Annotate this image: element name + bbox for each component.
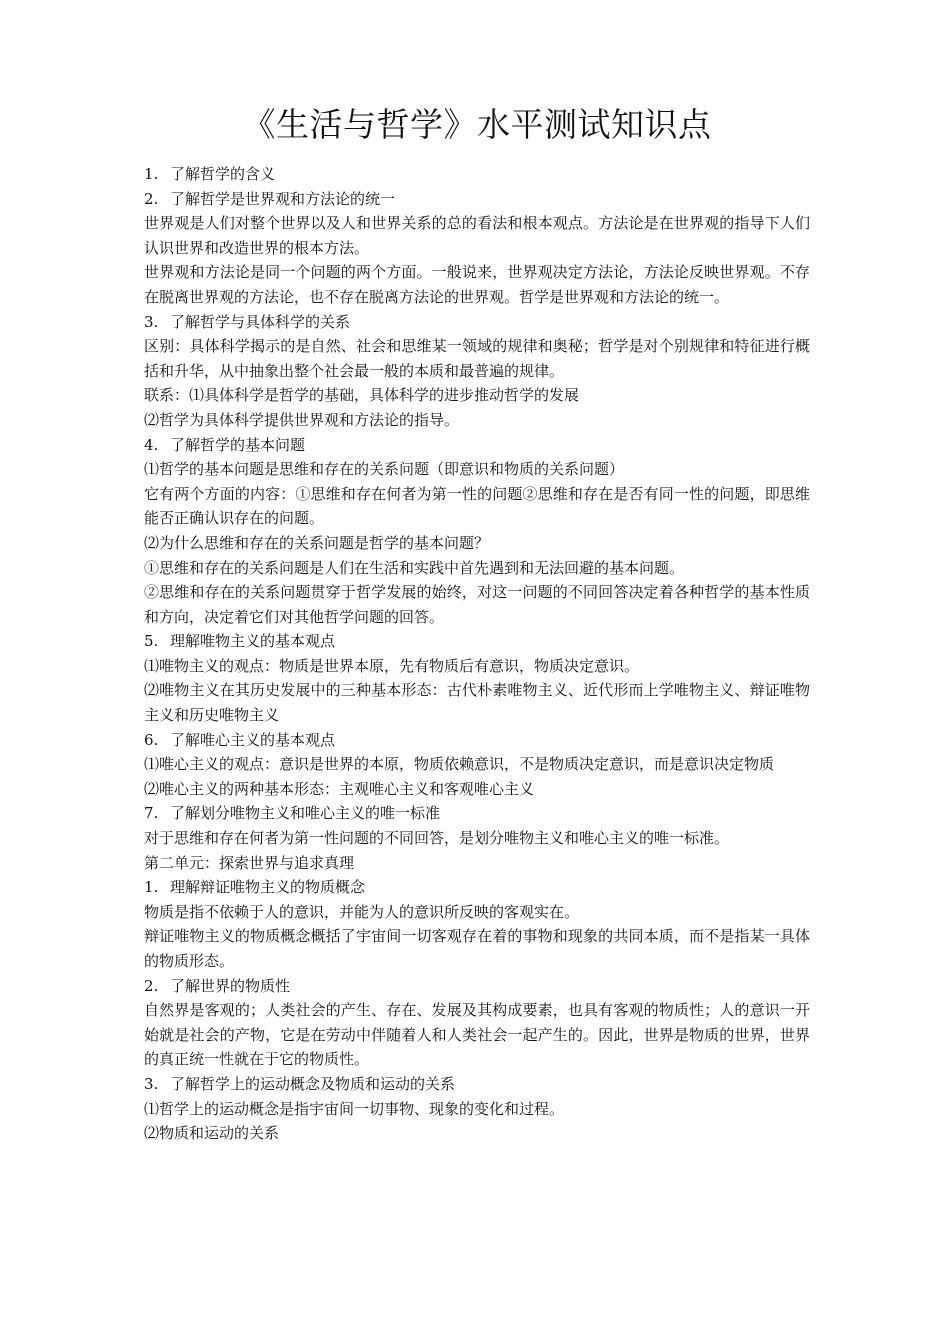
line-text: 区别：具体科学揭示的是自然、社会和思维某一领域的规律和奥秘；哲学是对个别规律和特征进行概括和升华，从中抽象出整个社会最一般的本质和最普遍的规律。 <box>144 337 810 380</box>
numbered-heading <box>144 187 810 212</box>
item-number: 3. <box>144 312 159 331</box>
line-text: 了解哲学是世界观和方法论的统一 <box>170 189 396 208</box>
line-text: 对于思维和存在何者为第一性问题的不同回答，是划分唯物主义和唯心主义的唯一标准。 <box>144 829 730 848</box>
line-text: ⑴唯心主义的观点：意识是世界的本原，物质依赖意识，不是物质决定意识，而是意识决定物质 <box>144 755 775 774</box>
numbered-heading <box>144 162 810 187</box>
line-text: 第二单元：探索世界与追求真理 <box>144 853 355 872</box>
numbered-heading <box>144 1072 810 1097</box>
paragraph-line <box>144 998 810 1072</box>
paragraph-line <box>144 851 810 876</box>
line-text: 理解辩证唯物主义的物质概念 <box>170 878 366 897</box>
item-number: 2. <box>144 976 159 995</box>
paragraph-line <box>144 924 810 973</box>
paragraph-line <box>144 334 810 383</box>
line-text: 辩证唯物主义的物质概念概括了宇宙间一切客观存在着的事物和现象的共同本质，而不是指某一具体的物质形态。 <box>144 927 810 970</box>
line-text: ②思维和存在的关系问题贯穿于哲学发展的始终，对这一问题的不同回答决定着各种哲学的基本性质和方向，决定着它们对其他哲学问题的回答。 <box>144 583 810 626</box>
paragraph-line <box>144 654 810 679</box>
document-title: 《生活与哲学》水平测试知识点 <box>242 105 712 144</box>
line-text: ⑴唯物主义的观点：物质是世界本原，先有物质后有意识，物质决定意识。 <box>144 656 640 675</box>
numbered-heading <box>144 629 810 654</box>
line-text: 世界观和方法论是同一个问题的两个方面。一般说来，世界观决定方法论，方法论反映世界观。不存在脱离世界观的方法论，也不存在脱离方法论的世界观。哲学是世界观和方法论的统一。 <box>144 263 810 306</box>
line-text: 了解哲学的基本问题 <box>170 435 306 454</box>
item-number: 7. <box>144 804 159 823</box>
line-text: 自然界是客观的；人类社会的产生、存在、发展及其构成要素，也具有客观的物质性；人的意识一开始就是社会的产物，它是在劳动中伴随着人和人类社会一起产生的。因此，世界是物质的世界，世界的真正统一性就在于它的物质性。 <box>144 1001 810 1069</box>
line-text: 了解划分唯物主义和唯心主义的唯一标准 <box>170 804 441 823</box>
item-number: 1. <box>144 878 159 897</box>
numbered-heading <box>144 728 810 753</box>
item-number: 6. <box>144 730 159 749</box>
line-text: 联系：⑴具体科学是哲学的基础，具体科学的进步推动哲学的发展 <box>144 386 580 405</box>
paragraph-line <box>144 457 810 482</box>
line-text: ⑵哲学为具体科学提供世界观和方法论的指导。 <box>144 410 460 429</box>
line-text: 了解哲学与具体科学的关系 <box>170 312 351 331</box>
line-text: ⑵唯心主义的两种基本形态：主观唯心主义和客观唯心主义 <box>144 779 535 798</box>
line-text: 世界观是人们对整个世界以及人和世界关系的总的看法和根本观点。方法论是在世界观的指导下人们认识世界和改造世界的根本方法。 <box>144 214 810 257</box>
line-text: 了解哲学的含义 <box>170 165 276 183</box>
paragraph-line <box>144 752 810 777</box>
numbered-heading <box>144 875 810 900</box>
item-number: 2. <box>144 189 159 208</box>
item-number: 4. <box>144 435 159 454</box>
line-text: ⑴哲学的基本问题是思维和存在的关系问题（即意识和物质的关系问题） <box>144 460 625 479</box>
document-body <box>144 162 810 1146</box>
paragraph-line <box>144 777 810 802</box>
paragraph-line <box>144 482 810 531</box>
numbered-heading <box>144 974 810 999</box>
paragraph-line <box>144 1097 810 1122</box>
paragraph-line <box>144 260 810 309</box>
line-text: ⑵唯物主义在其历史发展中的三种基本形态：古代朴素唯物主义、近代形而上学唯物主义、辩证唯物主义和历史唯物主义 <box>144 681 810 725</box>
line-text: 物质是指不依赖于人的意识，并能为人的意识所反映的客观实在。 <box>144 902 580 921</box>
line-text: 理解唯物主义的基本观点 <box>170 632 336 651</box>
line-text: 了解哲学上的运动概念及物质和运动的关系 <box>170 1074 456 1093</box>
line-text: ⑵为什么思维和存在的关系问题是哲学的基本问题？ <box>144 533 490 552</box>
numbered-heading <box>144 801 810 826</box>
item-number: 5. <box>144 632 159 651</box>
paragraph-line <box>144 580 810 629</box>
line-text: ⑴哲学上的运动概念是指宇宙间一切事物、现象的变化和过程。 <box>144 1099 565 1118</box>
line-text: 它有两个方面的内容：①思维和存在何者为第一性的问题②思维和存在是否有同一性的问题，即思维能否正确认识存在的问题。 <box>144 484 810 528</box>
paragraph-line <box>144 383 810 408</box>
line-text: 了解世界的物质性 <box>170 976 291 995</box>
line-text: ⑵物质和运动的关系 <box>144 1124 280 1143</box>
paragraph-line <box>144 531 810 556</box>
numbered-heading <box>144 433 810 458</box>
paragraph-line <box>144 211 810 260</box>
paragraph-line <box>144 408 810 433</box>
paragraph-line <box>144 556 810 581</box>
item-number: 1. <box>144 165 159 183</box>
paragraph-line <box>144 826 810 851</box>
paragraph-line <box>144 900 810 925</box>
paragraph-line <box>144 1121 810 1146</box>
line-text: ①思维和存在的关系问题是人们在生活和实践中首先遇到和无法回避的基本问题。 <box>144 558 685 577</box>
numbered-heading <box>144 310 810 335</box>
item-number: 3. <box>144 1074 159 1093</box>
paragraph-line <box>144 678 810 727</box>
line-text: 了解唯心主义的基本观点 <box>170 730 336 749</box>
